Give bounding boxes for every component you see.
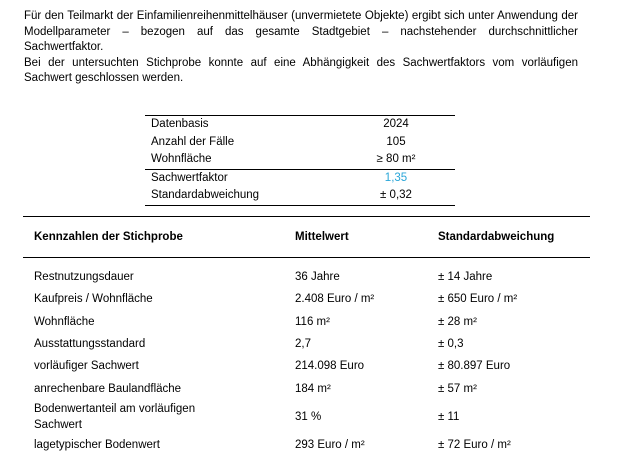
row-label: Restnutzungsdauer <box>34 271 134 284</box>
summary-value: 105 <box>386 135 406 148</box>
sachwertfaktor-value: 1,35 <box>337 169 455 187</box>
summary-value: ≥ 80 m² <box>376 153 416 165</box>
summary-row <box>145 151 455 169</box>
table-row <box>23 434 590 456</box>
row-sd: ± 650 Euro / m² <box>438 293 518 306</box>
row-mean: 31 % <box>295 410 322 423</box>
row-label: lagetypischer Bodenwert <box>34 438 160 451</box>
row-label: anrechenbare Baulandfläche <box>34 382 182 395</box>
row-label: Ausstattungsstandard <box>34 338 146 351</box>
table-row <box>23 377 590 399</box>
summary-row <box>145 169 455 187</box>
spacer-row <box>23 258 590 267</box>
row-mean: 214.098 Euro <box>295 360 365 373</box>
header-kennzahlen: Kennzahlen der Stichprobe <box>23 217 281 258</box>
row-sd: ± 80.897 Euro <box>438 360 511 373</box>
intro-paragraph: Für den Teilmarkt der Einfamilienreihenmittelhäuser (unvermietete Objekte) ergibt sich unter Anwendung der Modellparameter – bezogen auf das gesamte Stadtgebiet – nachstehender durchschnittlicher Sachwertfaktor. <box>24 10 578 53</box>
header-standardabweichung: Standardabweichung <box>432 217 590 258</box>
row-label <box>23 400 281 434</box>
row-sd: ± 14 Jahre <box>438 271 493 284</box>
summary-value: ± 0,32 <box>337 187 455 205</box>
table-row <box>23 333 590 355</box>
row-label: vorläufiger Sachwert <box>34 360 139 373</box>
row-sd: ± 28 m² <box>438 315 477 328</box>
summary-label: Anzahl der Fälle <box>151 135 235 148</box>
summary-row <box>145 134 455 152</box>
row-sd: ± 0,3 <box>438 338 464 351</box>
row-label-text: Bodenwertanteil am vorläufigen Sachwert <box>34 402 196 431</box>
summary-row <box>145 187 455 205</box>
summary-table <box>145 115 455 206</box>
summary-label: Standardabweichung <box>145 187 337 205</box>
row-mean: 116 m² <box>295 315 330 328</box>
row-label: Wohnfläche <box>34 315 95 328</box>
summary-label: Sachwertfaktor <box>145 169 337 187</box>
summary-label: Wohnfläche <box>151 153 212 165</box>
row-sd: ± 11 <box>438 410 460 423</box>
table-row <box>23 311 590 333</box>
row-sd: ± 57 m² <box>438 382 477 395</box>
intro-paragraph: Bei der untersuchten Stichprobe konnte auf eine Abhängigkeit des Sachwertfaktors vom vorläufigen Sachwert geschlossen werden. <box>24 56 578 84</box>
table-row <box>23 288 590 310</box>
row-mean: 184 m² <box>295 382 331 395</box>
summary-value: 2024 <box>337 116 455 134</box>
row-mean: 2,7 <box>295 338 311 351</box>
intro-text <box>24 9 578 87</box>
summary-label: Datenbasis <box>145 116 337 134</box>
header-mittelwert: Mittelwert <box>281 217 432 258</box>
stats-table <box>23 216 590 456</box>
row-label: Kaufpreis / Wohnfläche <box>34 293 153 306</box>
summary-row <box>145 116 455 134</box>
row-mean: 2.408 Euro / m² <box>295 293 375 306</box>
table-row <box>23 266 590 288</box>
row-mean: 36 Jahre <box>295 271 340 284</box>
row-mean: 293 Euro / m² <box>295 438 365 451</box>
table-row <box>23 355 590 377</box>
table-row <box>23 400 590 434</box>
stats-header-row <box>23 217 590 258</box>
row-sd: ± 72 Euro / m² <box>438 438 511 451</box>
